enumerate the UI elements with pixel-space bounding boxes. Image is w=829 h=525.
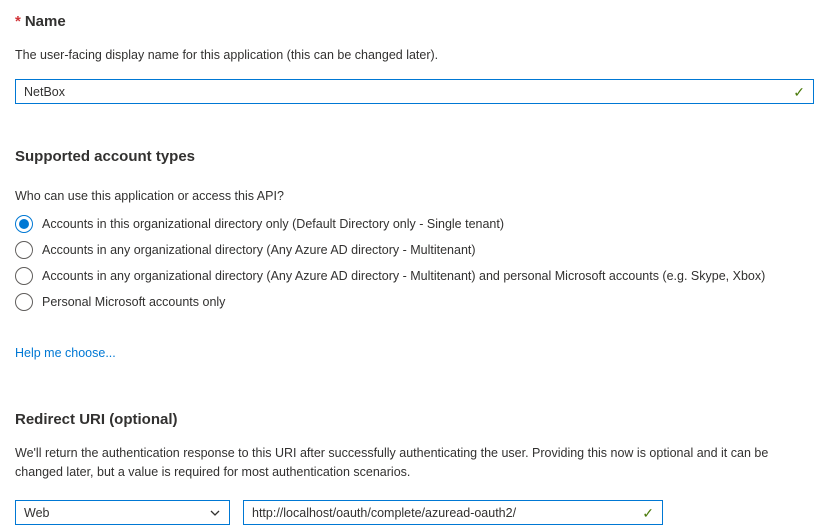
account-types-question: Who can use this application or access this API?	[15, 189, 284, 203]
name-description: The user-facing display name for this application (this can be changed later).	[15, 48, 439, 62]
redirect-uri-input[interactable]	[252, 506, 634, 520]
required-asterisk: *	[15, 13, 21, 30]
radio-label: Accounts in any organizational directory (Any Azure AD directory - Multitenant)	[42, 243, 476, 257]
radio-button-icon[interactable]	[15, 267, 33, 285]
account-type-radio-group	[15, 215, 814, 311]
chevron-down-icon	[209, 507, 221, 519]
radio-multitenant-personal[interactable]	[15, 267, 814, 285]
radio-label: Accounts in this organizational directory only (Default Directory only - Single tenant)	[42, 217, 505, 231]
name-input-wrapper	[15, 79, 814, 104]
account-types-title: Supported account types	[15, 148, 196, 165]
radio-label: Personal Microsoft accounts only	[42, 295, 226, 309]
radio-button-icon[interactable]	[15, 293, 33, 311]
name-input[interactable]	[24, 85, 785, 99]
valid-check-icon: ✓	[642, 504, 654, 521]
redirect-uri-title: Redirect URI (optional)	[15, 411, 178, 428]
valid-check-icon: ✓	[793, 83, 805, 100]
help-me-choose-link[interactable]: Help me choose...	[15, 346, 116, 360]
redirect-uri-row	[15, 500, 814, 525]
name-section-title	[15, 12, 814, 32]
redirect-uri-input-wrapper	[243, 500, 663, 525]
radio-single-tenant[interactable]	[15, 215, 814, 233]
help-link-row	[15, 344, 814, 362]
radio-label: Accounts in any organizational directory (Any Azure AD directory - Multitenant) and personal Microsoft accounts (e.g. Skype, Xbox)	[42, 269, 766, 283]
radio-button-icon[interactable]	[15, 215, 33, 233]
redirect-uri-description: We'll return the authentication response to this URI after successfully authenticating the user. Providing this now is optional and it can be changed later, but a value is required for most authentication scenarios.	[15, 446, 769, 479]
radio-button-icon[interactable]	[15, 241, 33, 259]
platform-select-value: Web	[24, 505, 50, 520]
radio-multitenant[interactable]	[15, 241, 814, 259]
platform-select[interactable]	[15, 500, 230, 525]
radio-personal-only[interactable]	[15, 293, 814, 311]
name-label: Name	[24, 13, 66, 30]
